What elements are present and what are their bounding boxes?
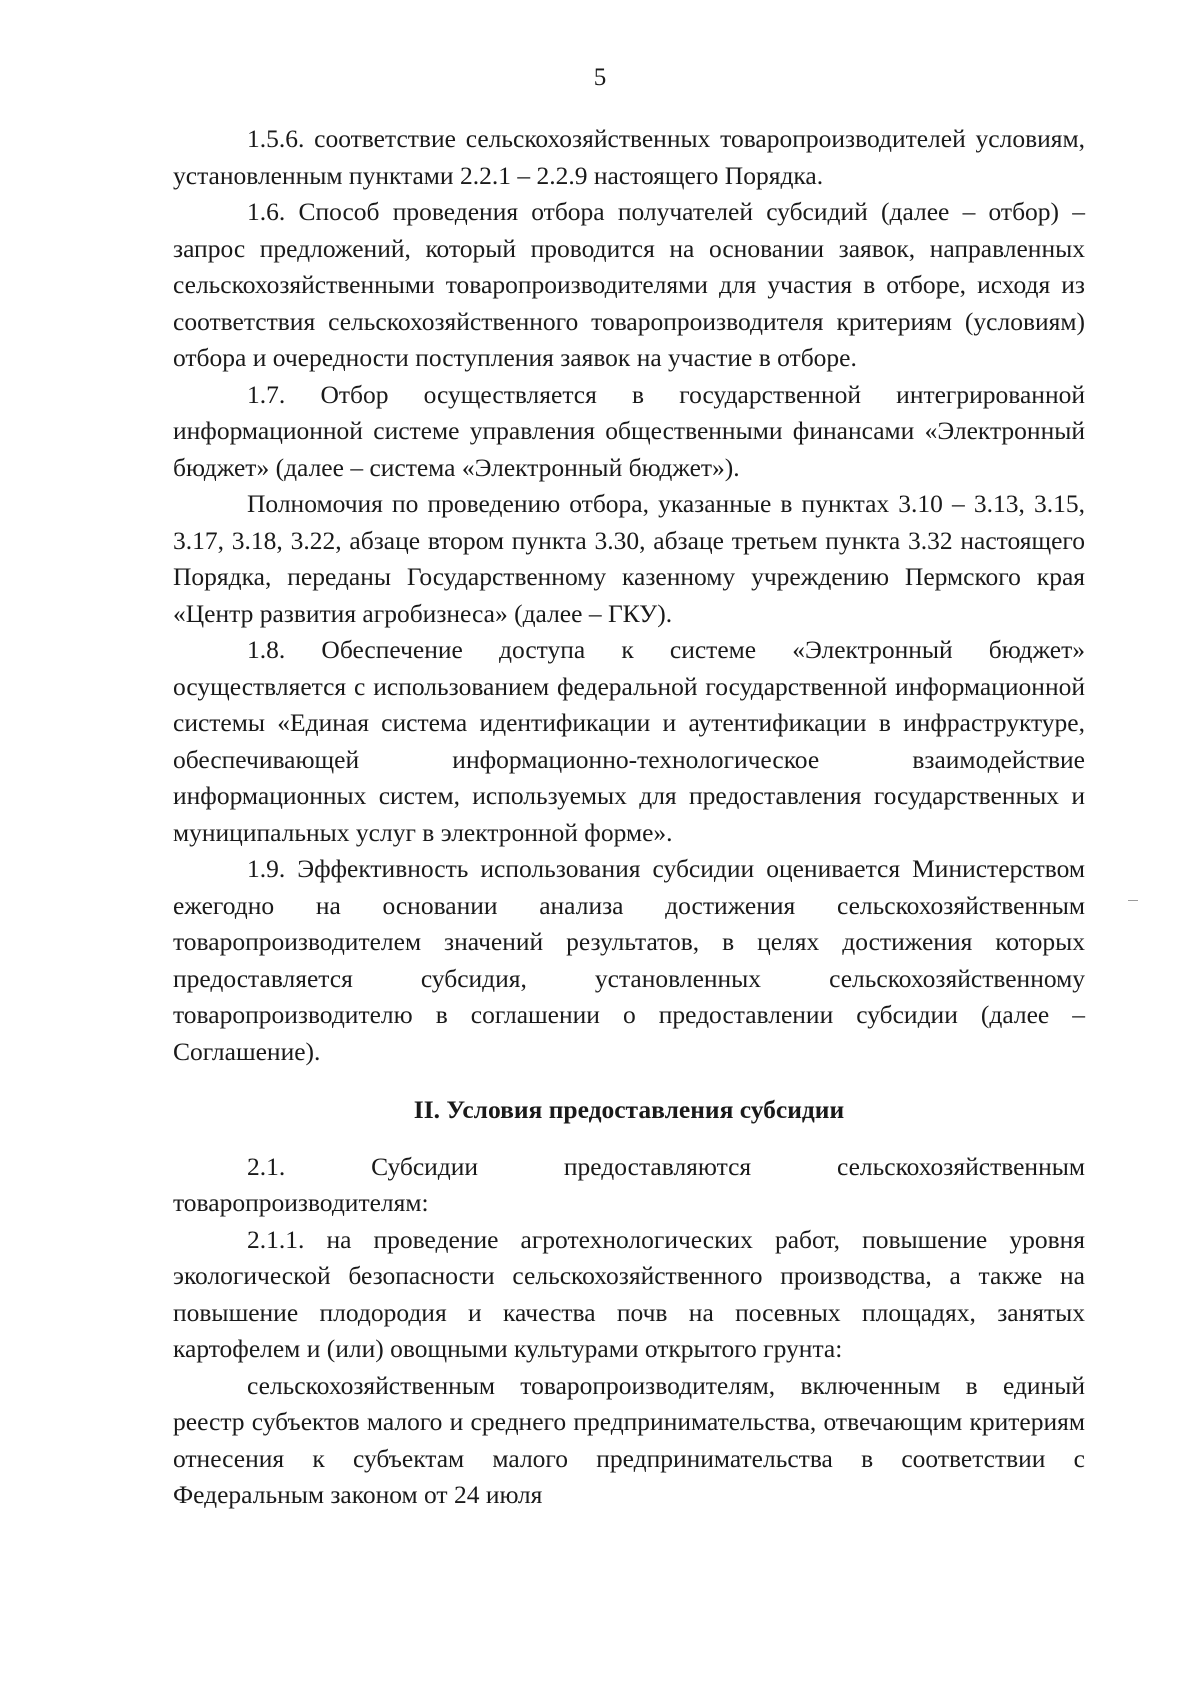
paragraph-2-1: 2.1. Субсидии предоставляются сельскохозяйственным товаропроизводителям: (173, 1151, 1085, 1217)
paragraph-1-8: 1.8. Обеспечение доступа к системе «Электронный бюджет» осуществляется с использованием федеральной государственной информационной системы «Единая система идентификации и аутентификации в инфраструктуре, обеспечивающей информационно-технологическое взаимодействие информационных систем, используемых для предоставления государственных и муниципальных услуг в электронной форме». (173, 635, 1085, 847)
page-number: 5 (593, 64, 607, 91)
paragraph-1-7: 1.7. Отбор осуществляется в государственной интегрированной информационной системе управления общественными финансами «Электронный бюджет» (далее – система «Электронный бюджет»). (173, 379, 1085, 482)
section-heading: II. Условия предоставления субсидии (413, 1095, 845, 1124)
paragraph-authority: Полномочия по проведению отбора, указанные в пунктах 3.10 – 3.13, 3.15, 3.17, 3.18, 3.22, абзаце втором пункта 3.30, абзаце третьем пункта 3.32 настоящего Порядка, переданы Государственному казенному учреждению Пермского края «Центр развития агробизнеса» (далее – ГКУ). (173, 489, 1085, 628)
paragraph-1-5-6: 1.5.6. соответствие сельскохозяйственных товаропроизводителей условиям, установленным пунктами 2.2.1 – 2.2.9 настоящего Порядка. (173, 124, 1085, 190)
scan-edge-mark (1128, 900, 1138, 901)
paragraph-2-1-1: 2.1.1. на проведение агротехнологических работ, повышение уровня экологической безопасности сельскохозяйственного производства, а также на повышение плодородия и качества почв на посевных площадях, занятых картофелем и (или) овощными культурами открытого грунта: (173, 1224, 1085, 1363)
paragraph-recipients: сельскохозяйственным товаропроизводителям, включенным в единый реестр субъектов малого и среднего предпринимательства, отвечающим критериям отнесения к субъектам малого предпринимательства в соответствии с Федеральным законом от 24 июля (173, 1370, 1085, 1509)
paragraph-1-9: 1.9. Эффективность использования субсидии оценивается Министерством ежегодно на основании анализа достижения сельскохозяйственным товаропроизводителем значений результатов, в целях достижения которых предоставляется субсидия, установленных сельскохозяйственному товаропроизводителю в соглашении о предоставлении субсидии (далее – Соглашение). (173, 854, 1085, 1066)
document-body (173, 121, 1085, 1514)
paragraph-1-6: 1.6. Способ проведения отбора получателей субсидий (далее – отбор) – запрос предложений, который проводится на основании заявок, направленных сельскохозяйственными товаропроизводителями для участия в отборе, исходя из соответствия сельскохозяйственного товаропроизводителя критериям (условиям) отбора и очередности поступления заявок на участие в отборе. (173, 197, 1085, 372)
